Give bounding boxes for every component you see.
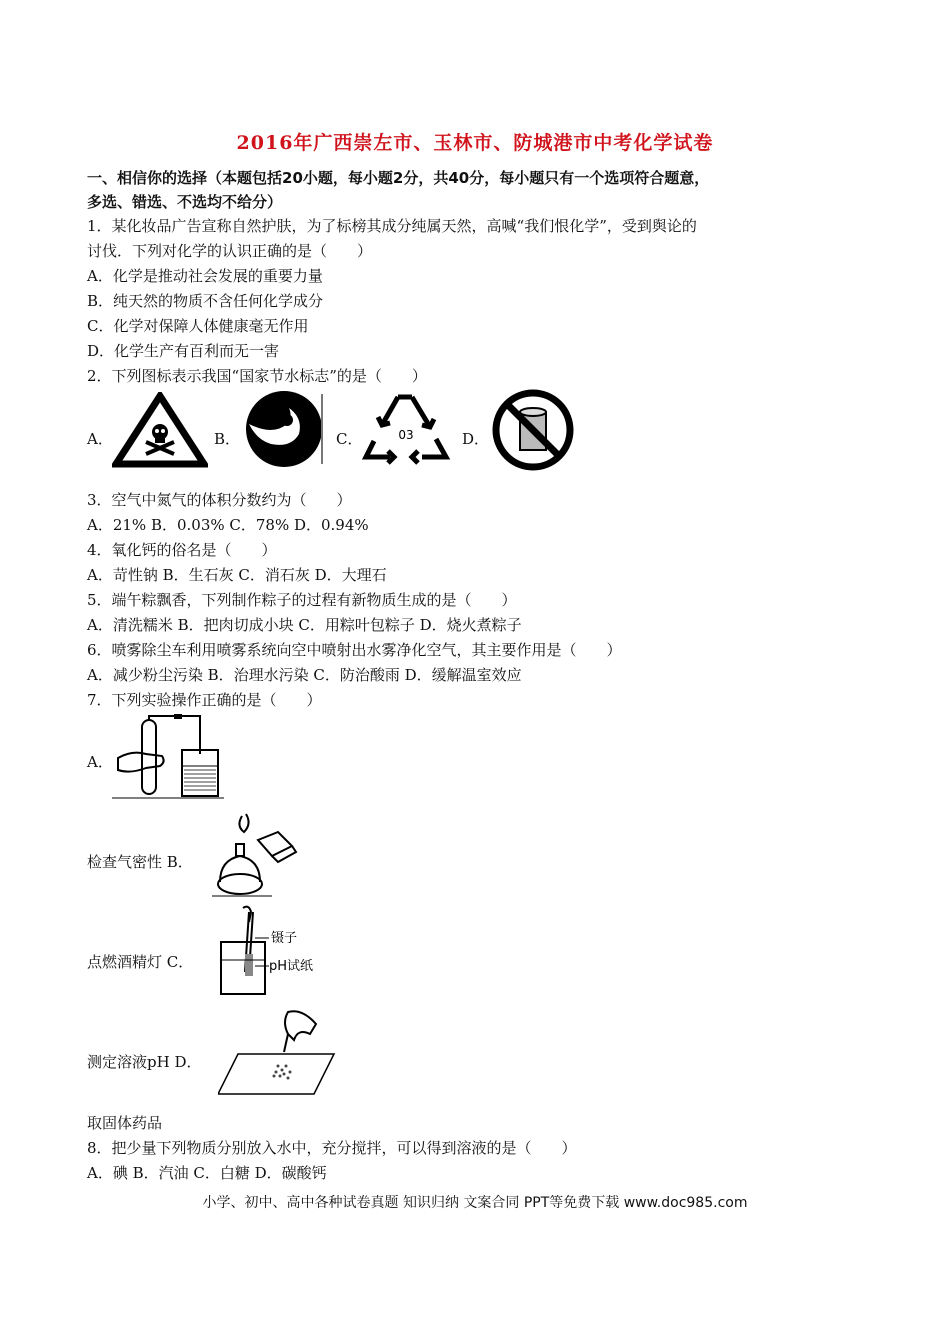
q1-stem-cont: 讨伐．下列对化学的认识正确的是（ ） <box>87 242 373 260</box>
alcohol-lamp-figure <box>212 810 302 898</box>
q6-stem: 6．喷雾除尘车利用喷雾系统向空中喷射出水雾净化空气，其主要作用是（ ） <box>87 641 622 659</box>
q2-label-c: C． <box>336 430 363 448</box>
section-heading-cont: 多选、错选、不选均不给分） <box>87 193 283 211</box>
q4-stem: 4．氧化钙的俗名是（ ） <box>87 541 277 559</box>
q7-stem: 7．下列实验操作正确的是（ ） <box>87 691 322 709</box>
q7-label-a: A． <box>87 753 113 771</box>
q1-stem: 1．某化妆品广告宣称自然护肤，为了标榜其成分纯属天然，高喊“我们恨化学”，受到舆论的 <box>87 217 697 235</box>
q2-stem: 2．下列图标表示我国“国家节水标志”的是（ ） <box>87 367 427 385</box>
ph-paper-label: pH试纸 <box>269 959 314 974</box>
q7-label-d: 测定溶液pH D． <box>87 1053 202 1071</box>
ph-test-figure <box>215 902 325 998</box>
q2-label-a: A． <box>87 430 113 448</box>
solid-reagent-figure <box>218 1004 340 1098</box>
q6-options: A．减少粉尘污染 B．治理水污染 C．防治酸雨 D．缓解温室效应 <box>87 666 522 684</box>
recycle-icon <box>360 387 452 471</box>
page-footer: 小学、初中、高中各种试卷真题 知识归纳 文案合同 PPT等免费下载 www.doc985.com <box>202 1195 748 1211</box>
exam-title: 2016年广西崇左市、玉林市、防城港市中考化学试卷 <box>236 132 714 154</box>
q1-option-a: A．化学是推动社会发展的重要力量 <box>87 267 323 285</box>
water-saving-icon <box>243 388 327 470</box>
q1-option-c: C．化学对保障人体健康毫无作用 <box>87 317 309 335</box>
tweezers-label: 镊子 <box>271 931 298 946</box>
q5-options: A．清洗糯米 B．把肉切成小块 C．用粽叶包粽子 D．烧火煮粽子 <box>87 616 522 634</box>
section-heading: 一、相信你的选择（本题包括20小题，每小题2分，共40分，每小题只有一个选项符合题意， <box>87 169 710 187</box>
q4-options: A．苛性钠 B．生石灰 C．消石灰 D．大理石 <box>87 566 387 584</box>
q7-label-b: 检查气密性 B． <box>87 853 193 871</box>
q2-label-d: D． <box>462 430 490 448</box>
no-drum-icon <box>488 388 578 472</box>
q5-stem: 5．端午粽飘香，下列制作粽子的过程有新物质生成的是（ ） <box>87 591 517 609</box>
q2-label-b: B． <box>214 430 241 448</box>
q7-label-c: 点燃酒精灯 C． <box>87 953 194 971</box>
q8-stem: 8．把少量下列物质分别放入水中，充分搅拌，可以得到溶液的是（ ） <box>87 1139 577 1157</box>
toxic-warning-icon <box>112 392 208 468</box>
q7-tail: 取固体药品 <box>87 1114 163 1132</box>
q1-option-b: B．纯天然的物质不含任何化学成分 <box>87 292 324 310</box>
q8-options: A．碘 B．汽油 C．白糖 D．碳酸钙 <box>87 1164 327 1182</box>
q3-stem: 3．空气中氮气的体积分数约为（ ） <box>87 491 352 509</box>
recycle-code: 03 <box>398 428 414 442</box>
airtightness-check-figure <box>112 714 224 800</box>
q1-option-d: D．化学生产有百利而无一害 <box>87 342 280 360</box>
q3-options: A．21% B．0.03% C．78% D．0.94% <box>87 516 369 534</box>
